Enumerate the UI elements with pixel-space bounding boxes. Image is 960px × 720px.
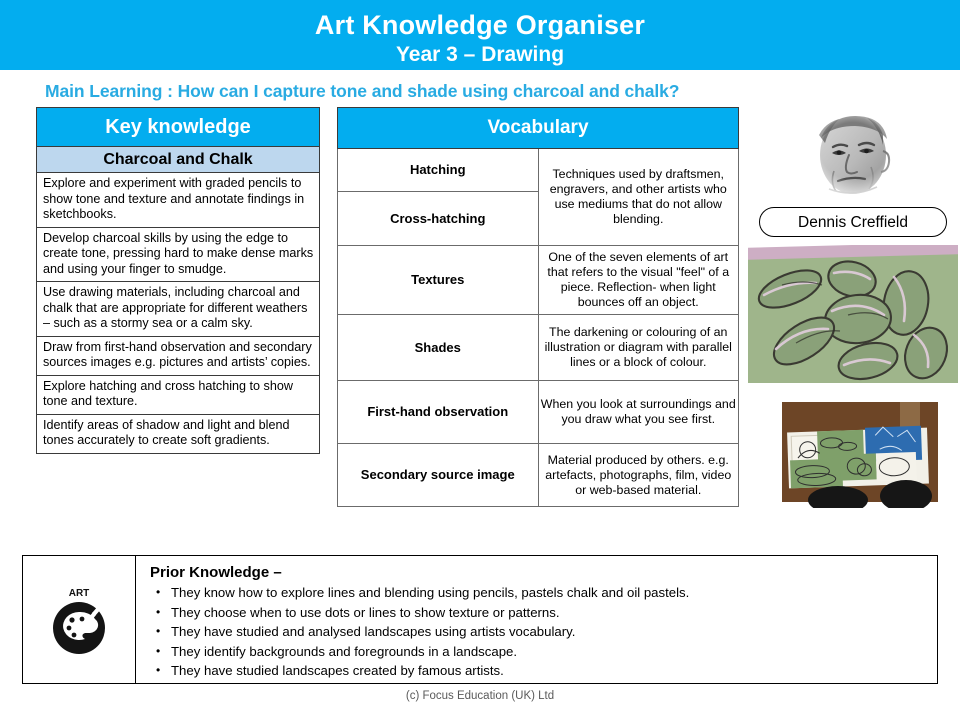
key-knowledge-item: Explore hatching and cross hatching to show tone and texture. — [37, 375, 320, 414]
key-knowledge-item: Develop charcoal skills by using the edge to create tone, pressing hard to make dense marks and using your finger to smudge. — [37, 227, 320, 282]
classroom-photo — [772, 396, 948, 508]
table-row — [338, 246, 739, 315]
table-row — [37, 282, 320, 337]
page-subtitle: Year 3 – Drawing — [395, 43, 565, 66]
table-row — [37, 108, 320, 147]
table-row — [37, 173, 320, 228]
key-knowledge-item: Explore and experiment with graded pencils to show tone and texture and annotate findings in sketchbooks. — [37, 173, 320, 228]
table-row — [37, 375, 320, 414]
table-row — [338, 108, 739, 149]
vocabulary-term: Cross-hatching — [338, 192, 539, 246]
media-column — [748, 102, 958, 508]
content-area — [0, 102, 960, 532]
table-row — [338, 149, 739, 192]
key-knowledge-heading: Key knowledge — [37, 108, 320, 147]
vocabulary-term: Shades — [338, 315, 539, 381]
artist-portrait-image — [799, 105, 907, 201]
artist-name-label — [759, 207, 947, 237]
list-item: • They have studied landscapes created by famous artists. — [150, 661, 937, 681]
vocabulary-definition: Techniques used by draftsmen, engravers, and other artists who use mediums that do not allow blending. — [538, 149, 739, 246]
list-item: • They identify backgrounds and foregrounds in a landscape. — [150, 642, 937, 662]
page-header-banner — [0, 0, 960, 70]
page-title: Art Knowledge Organiser — [314, 10, 646, 40]
table-row — [338, 381, 739, 444]
main-learning-question: Main Learning : How can I capture tone and shade using charcoal and chalk? — [45, 81, 680, 101]
vocabulary-definition: One of the seven elements of art that refers to the visual "feel" of a piece. Reflection- when light bounces off an object. — [538, 246, 739, 315]
artist-name-text: Dennis Creffield — [798, 214, 908, 231]
key-knowledge-item: Draw from first-hand observation and secondary sources images e.g. pictures and artists’ copies. — [37, 336, 320, 375]
artwork-photo — [748, 245, 958, 383]
table-row — [37, 227, 320, 282]
table-row — [338, 444, 739, 507]
list-item: • They have studied and analysed landscapes using artists vocabulary. — [150, 622, 937, 642]
vocabulary-definition: The darkening or colouring of an illustration or diagram with parallel lines or a block of colour. — [538, 315, 739, 381]
vocabulary-term: Secondary source image — [338, 444, 539, 507]
table-row — [37, 147, 320, 173]
list-item: • They know how to explore lines and blending using pencils, pastels chalk and oil pastels. — [150, 583, 937, 603]
prior-knowledge-box — [22, 555, 938, 684]
vocabulary-table — [337, 107, 739, 507]
prior-knowledge-icon-cell — [23, 556, 136, 683]
table-row — [338, 315, 739, 381]
vocabulary-definition: When you look at surroundings and you draw what you see first. — [538, 381, 739, 444]
key-knowledge-table — [36, 107, 320, 454]
copyright-footer: (c) Focus Education (UK) Ltd — [405, 690, 555, 702]
vocabulary-definition: Material produced by others. e.g. artefacts, photographs, film, video or web-based material. — [538, 444, 739, 507]
vocabulary-term: Textures — [338, 246, 539, 315]
art-icon-label: ART — [68, 587, 90, 599]
table-row — [37, 414, 320, 453]
prior-knowledge-title: Prior Knowledge – — [150, 564, 282, 581]
prior-knowledge-body — [136, 556, 937, 683]
prior-knowledge-list — [150, 583, 937, 681]
vocabulary-term: First-hand observation — [338, 381, 539, 444]
art-palette-icon — [46, 582, 112, 658]
table-row — [37, 336, 320, 375]
key-knowledge-subheading: Charcoal and Chalk — [37, 147, 320, 173]
key-knowledge-item: Use drawing materials, including charcoal and chalk that are appropriate for different weathers – such as a stormy sea or a calm sky. — [37, 282, 320, 337]
list-item: • They choose when to use dots or lines to show texture or patterns. — [150, 603, 937, 623]
key-knowledge-item: Identify areas of shadow and light and blend tones accurately to create soft gradients. — [37, 414, 320, 453]
vocabulary-heading: Vocabulary — [338, 108, 739, 149]
vocabulary-section — [337, 107, 739, 507]
vocabulary-term: Hatching — [338, 149, 539, 192]
